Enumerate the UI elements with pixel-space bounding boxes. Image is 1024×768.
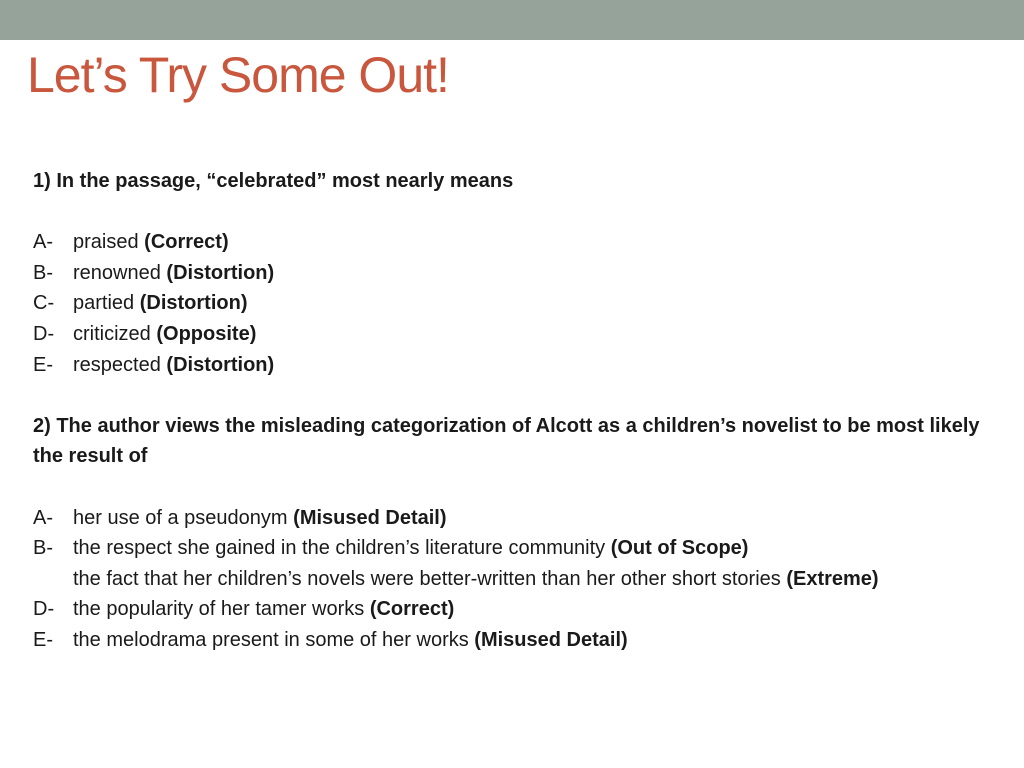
option-text: criticized bbox=[73, 322, 151, 345]
option-text: respected bbox=[73, 353, 161, 376]
question-2-option-d bbox=[33, 594, 1003, 625]
question-1-option-b bbox=[33, 258, 1003, 289]
option-letter: E- bbox=[33, 353, 53, 376]
slide-title: Let’s Try Some Out! bbox=[27, 47, 449, 103]
question-2-prompt: 2) The author views the misleading categorization of Alcott as a children’s novelist to be most likely the result of bbox=[33, 414, 980, 468]
option-tag: (Opposite) bbox=[156, 322, 257, 345]
question-1-option-c bbox=[33, 288, 1003, 319]
top-accent-bar bbox=[0, 0, 1024, 40]
option-tag: (Distortion) bbox=[166, 353, 275, 376]
option-text: the fact that her children’s novels were better-written than her other short stories bbox=[73, 567, 781, 590]
option-tag: (Misused Detail) bbox=[293, 506, 447, 529]
spacer bbox=[33, 380, 1003, 411]
option-letter: B- bbox=[33, 261, 53, 284]
spacer bbox=[33, 472, 1003, 503]
option-letter: E- bbox=[33, 628, 53, 651]
option-letter: D- bbox=[33, 322, 55, 345]
option-text: the popularity of her tamer works bbox=[73, 598, 365, 621]
question-1-option-a bbox=[33, 227, 1003, 258]
question-2-option-c bbox=[33, 564, 1003, 595]
option-text: partied bbox=[73, 292, 135, 315]
option-text: her use of a pseudonym bbox=[73, 506, 288, 529]
option-tag: (Out of Scope) bbox=[610, 537, 749, 560]
slide-content bbox=[33, 166, 1003, 656]
option-text: praised bbox=[73, 231, 139, 254]
question-2-option-b bbox=[33, 533, 1003, 564]
option-letter: B- bbox=[33, 537, 53, 560]
option-tag: (Extreme) bbox=[786, 567, 879, 590]
option-tag: (Correct) bbox=[144, 231, 229, 254]
option-text: the melodrama present in some of her works bbox=[73, 628, 469, 651]
question-1-option-d bbox=[33, 319, 1003, 350]
question-1-prompt: 1) In the passage, “celebrated” most nearly means bbox=[33, 170, 514, 192]
spacer bbox=[33, 197, 1003, 228]
option-letter bbox=[33, 564, 73, 595]
option-text: the respect she gained in the children’s literature community bbox=[73, 537, 606, 560]
option-tag: (Misused Detail) bbox=[474, 628, 628, 651]
option-tag: (Distortion) bbox=[166, 261, 275, 284]
question-2-option-a bbox=[33, 503, 1003, 534]
option-letter: A- bbox=[33, 506, 53, 529]
question-2-option-e bbox=[33, 625, 1003, 656]
question-1-option-e bbox=[33, 350, 1003, 381]
option-letter: A- bbox=[33, 231, 53, 254]
option-text: renowned bbox=[73, 261, 161, 284]
option-tag: (Correct) bbox=[369, 598, 455, 621]
option-tag: (Distortion) bbox=[139, 292, 248, 315]
option-letter: C- bbox=[33, 292, 55, 315]
option-letter: D- bbox=[33, 598, 55, 621]
